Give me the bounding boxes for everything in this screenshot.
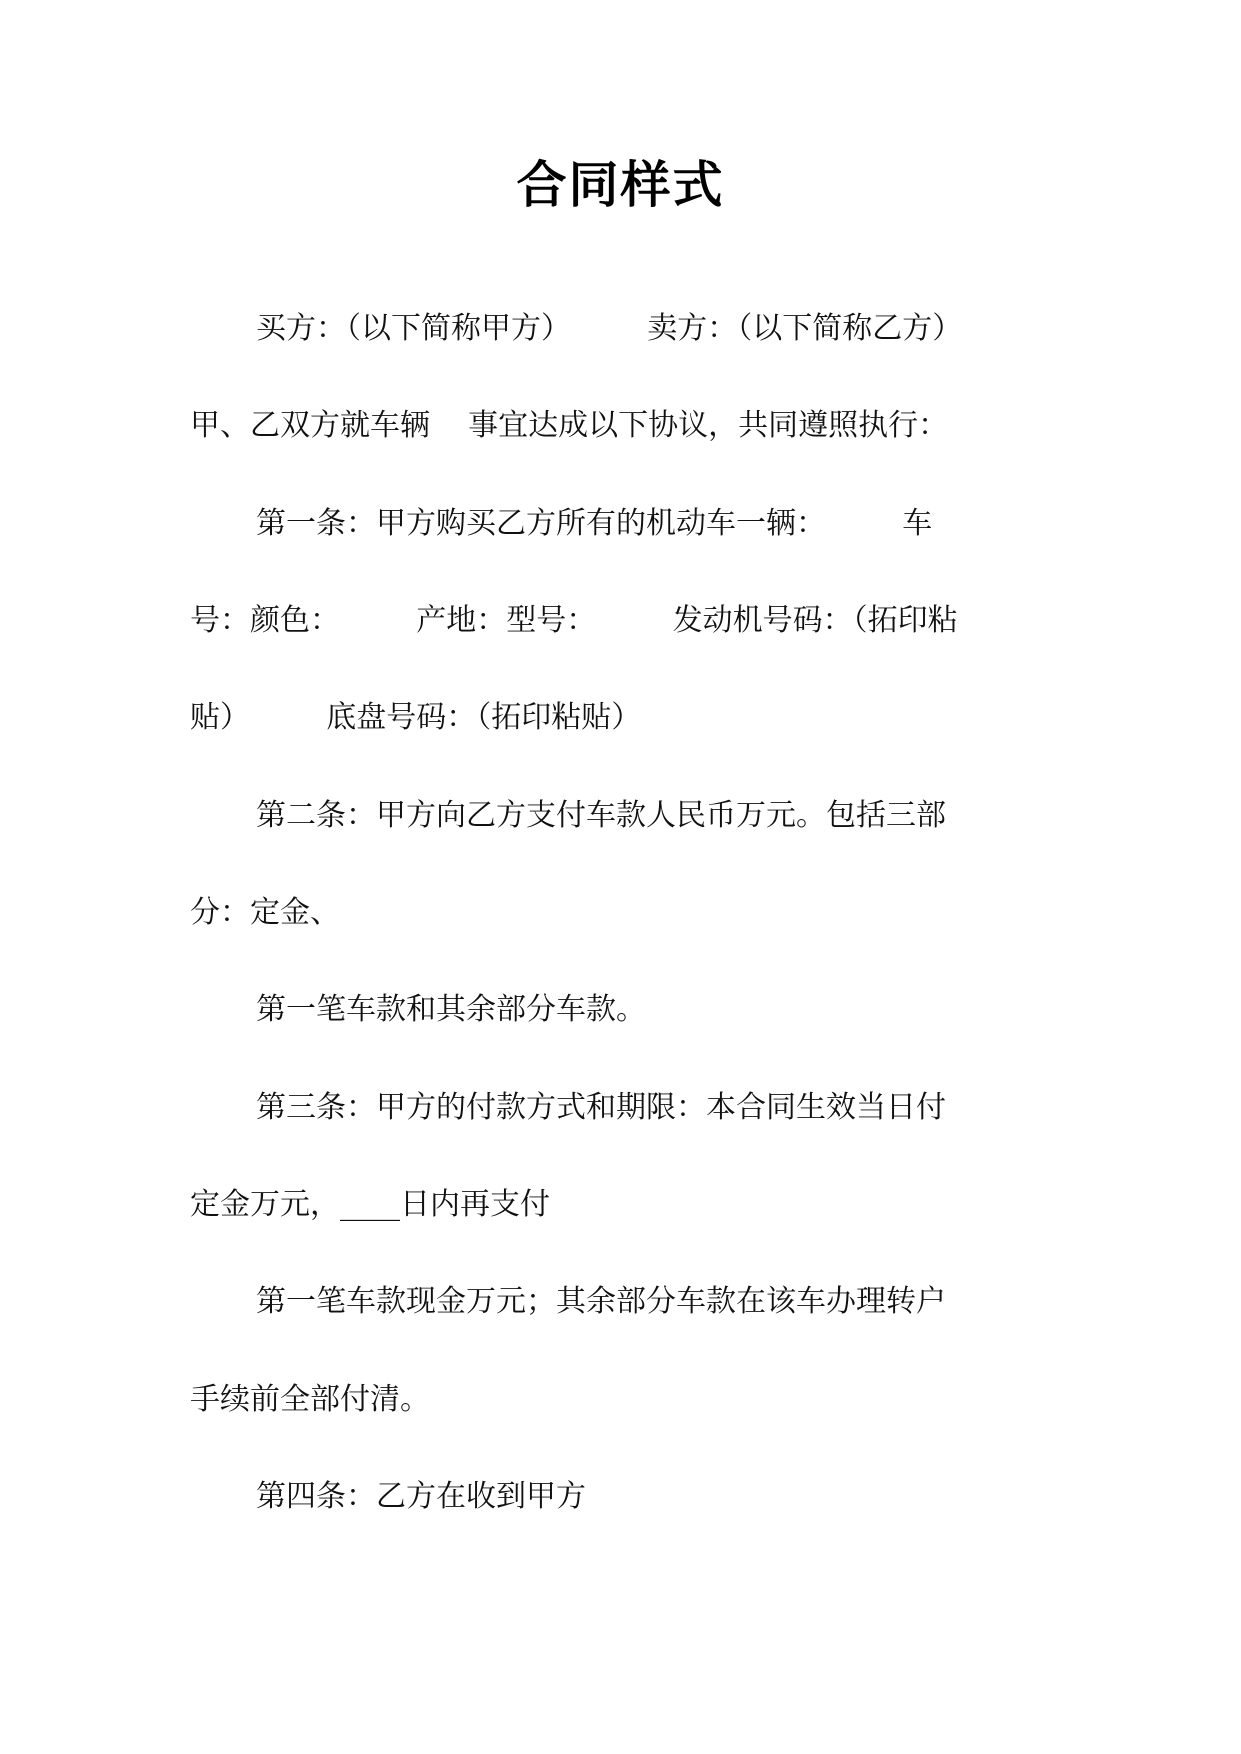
line-article-1: 第一条：甲方购买乙方所有的机动车一辆： 车 xyxy=(256,506,933,541)
line-article-2-cont-1: 分：定金、 xyxy=(190,895,340,930)
line-parties: 买方：（以下简称甲方） 卖方：（以下简称乙方） xyxy=(256,311,963,346)
line-agreement-intro: 甲、乙双方就车辆 事宜达成以下协议，共同遵照执行： xyxy=(190,408,949,443)
line-article-3-cont-1: 定金万元，____日内再支付 xyxy=(190,1187,550,1222)
line-article-2-cont-2: 第一笔车款和其余部分车款。 xyxy=(256,992,646,1027)
line-article-3: 第三条：甲方的付款方式和期限：本合同生效当日付 xyxy=(256,1090,946,1125)
line-article-1-cont-2: 贴） 底盘号码：（拓印粘贴） xyxy=(190,700,642,735)
line-article-3-cont-2: 第一笔车款现金万元；其余部分车款在该车办理转户 xyxy=(256,1284,946,1319)
line-article-2: 第二条：甲方向乙方支付车款人民币万元。包括三部 xyxy=(256,798,946,833)
line-article-1-cont-1: 号：颜色： 产地：型号： 发动机号码：（拓印粘 xyxy=(190,603,958,638)
line-article-3-cont-3: 手续前全部付清。 xyxy=(190,1382,430,1417)
line-article-4: 第四条：乙方在收到甲方 xyxy=(256,1479,586,1514)
document-title: 合同样式 xyxy=(516,156,725,214)
